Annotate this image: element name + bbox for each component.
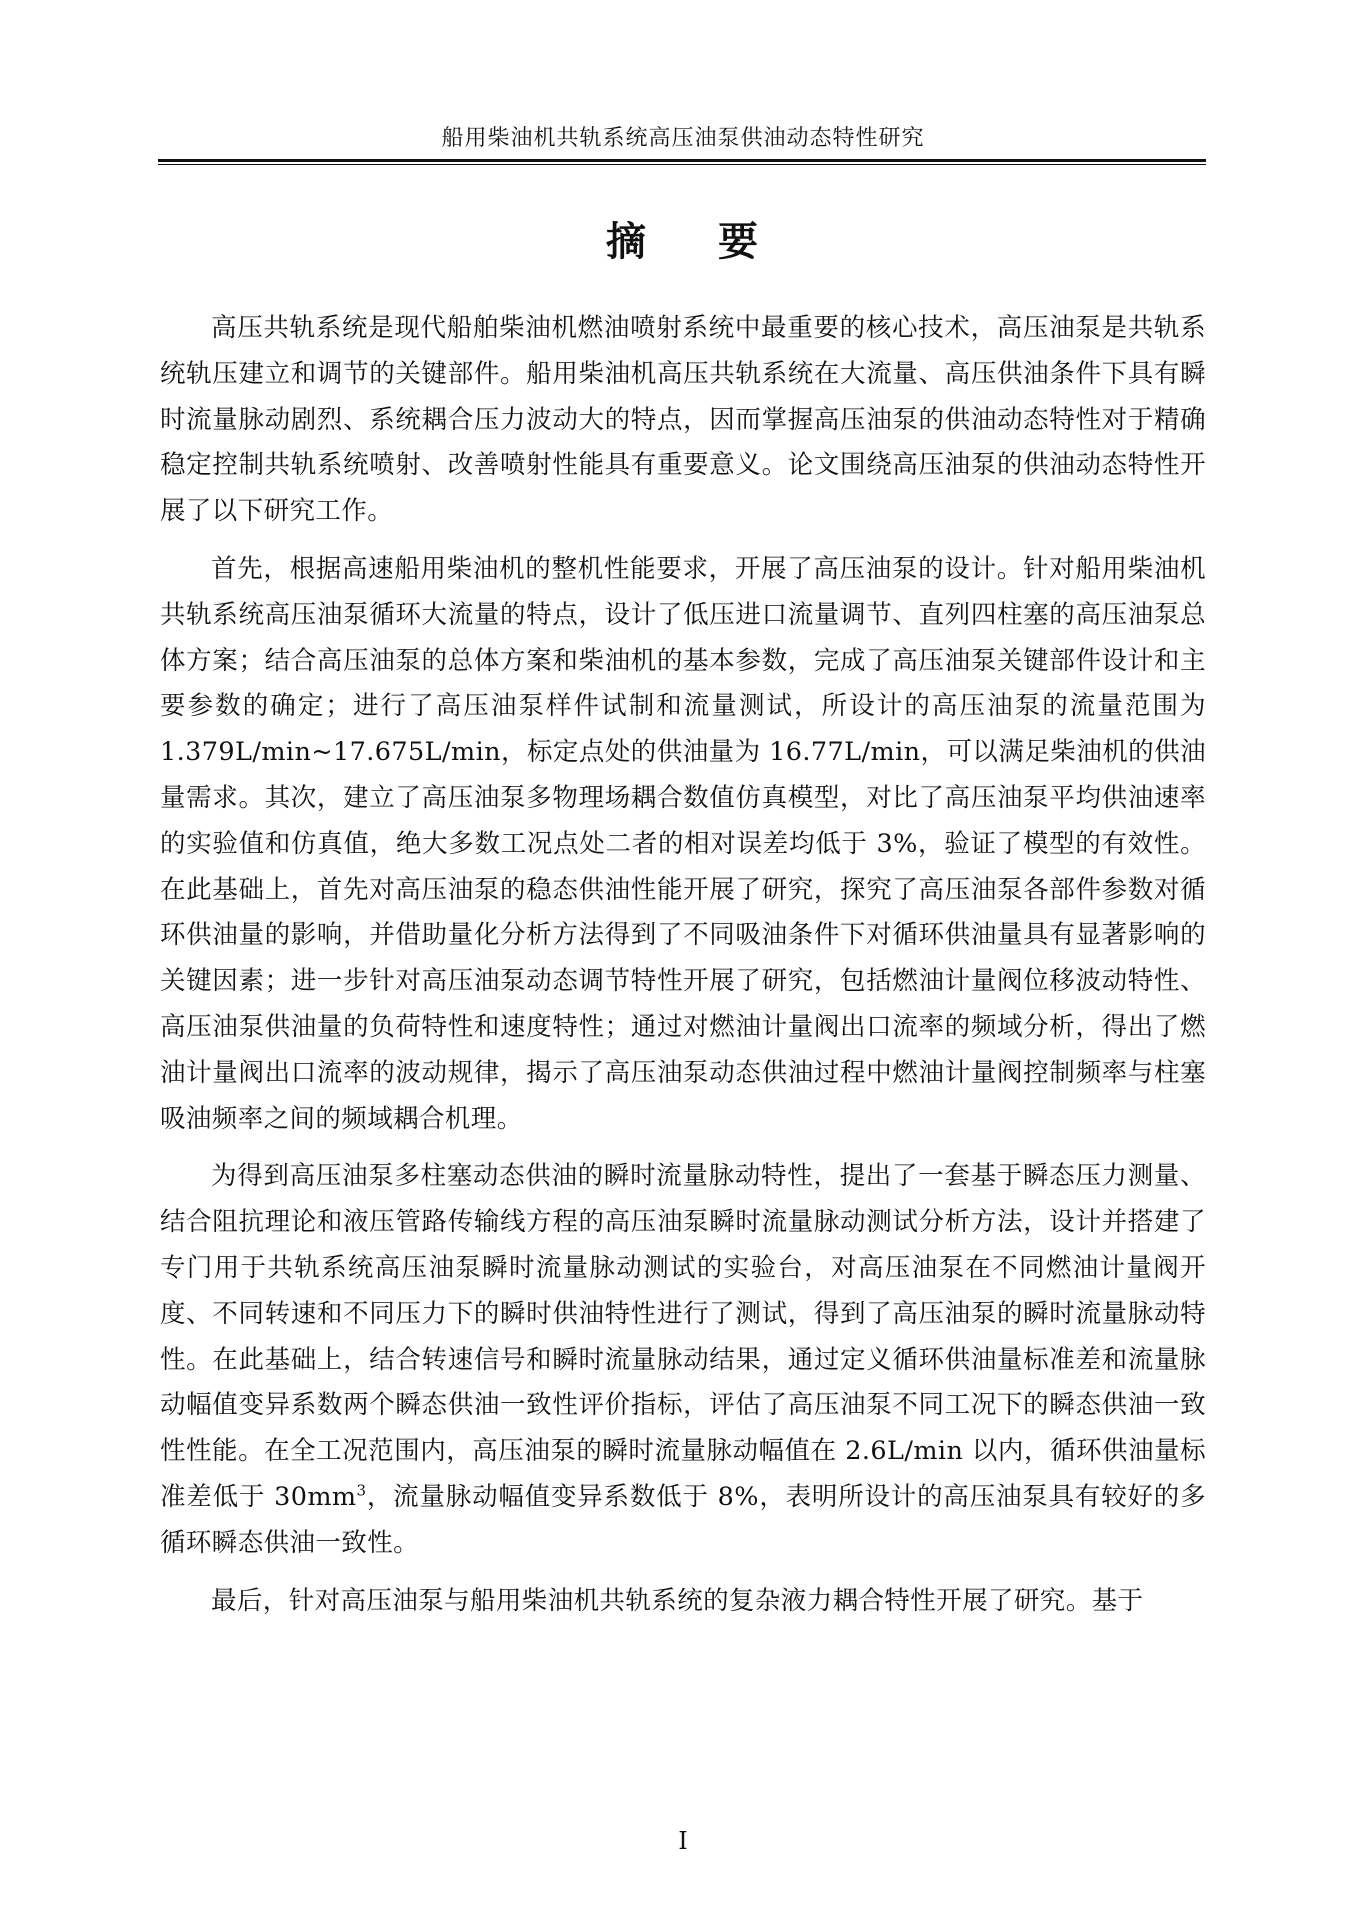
- superscript-3: 3: [356, 1481, 367, 1500]
- header-rule-thick: [158, 159, 1206, 162]
- abstract-body: [160, 306, 1206, 1636]
- header-rule-thin: [158, 164, 1206, 165]
- page-number: I: [678, 1827, 688, 1855]
- abstract-title-char-1: 摘: [606, 218, 648, 265]
- abstract-paragraph-1: 高压共轨系统是现代船舶柴油机燃油喷射系统中最重要的核心技术，高压油泵是共轨系统轨压建立和调节的关键部件。船用柴油机高压共轨系统在大流量、高压供油条件下具有瞬时流量脉动剧烈、系统耦合压力波动大的特点，因而掌握高压油泵的供油动态特性对于精确稳定控制共轨系统喷射、改善喷射性能具有重要意义。论文围绕高压油泵的供油动态特性开展了以下研究工作。: [160, 313, 1206, 527]
- abstract-title-char-2: 要: [718, 218, 760, 265]
- running-header-title: 船用柴油机共轨系统高压油泵供油动态特性研究: [441, 126, 925, 151]
- abstract-paragraph-3: [160, 1154, 1206, 1566]
- paragraph-3-text-b: ，流量脉动幅值变异系数低于 8%，表明所设计的高压油泵具有较好的多循环瞬态供油一致性。: [160, 1481, 1207, 1558]
- abstract-title: [160, 214, 1206, 270]
- paragraph-3-text-a: 为得到高压油泵多柱塞动态供油的瞬时流量脉动特性，提出了一套基于瞬态压力测量、结合阻抗理论和液压管路传输线方程的高压油泵瞬时流量脉动测试分析方法，设计并搭建了专门用于共轨系统高压油泵瞬时流量脉动测试的实验台，对高压油泵在不同燃油计量阀开度、不同转速和不同压力下的瞬时供油特性进行了测试，得到了高压油泵的瞬时流量脉动特性。在此基础上，结合转速信号和瞬时流量脉动结果，通过定义循环供油量标准差和流量脉动幅值变异系数两个瞬态供油一致性评价指标，评估了高压油泵不同工况下的瞬态供油一致性性能。在全工况范围内，高压油泵的瞬时流量脉动幅值在 2.6L/min 以内，循环供油量标准差低于 30mm: [160, 1161, 1206, 1512]
- abstract-paragraph-2: 首先，根据高速船用柴油机的整机性能要求，开展了高压油泵的设计。针对船用柴油机共轨系统高压油泵循环大流量的特点，设计了低压进口流量调节、直列四柱塞的高压油泵总体方案；结合高压油泵的总体方案和柴油机的基本参数，完成了高压油泵关键部件设计和主要参数的确定；进行了高压油泵样件试制和流量测试，所设计的高压油泵的流量范围为 1.379L/min~17.675L/min，标定点处的供油量为 16.77L/min，可以满足柴油机的供油量需求。其次，建立了高压油泵多物理场耦合数值仿真模型，对比了高压油泵平均供油速率的实验值和仿真值，绝大多数工况点处二者的相对误差均低于 3%，验证了模型的有效性。在此基础上，首先对高压油泵的稳态供油性能开展了研究，探究了高压油泵各部件参数对循环供油量的影响，并借助量化分析方法得到了不同吸油条件下对循环供油量具有显著影响的关键因素；进一步针对高压油泵动态调节特性开展了研究，包括燃油计量阀位移波动特性、高压油泵供油量的负荷特性和速度特性；通过对燃油计量阀出口流率的频域分析，得出了燃油计量阀出口流率的波动规律，揭示了高压油泵动态供油过程中燃油计量阀控制频率与柱塞吸油频率之间的频域耦合机理。: [160, 553, 1206, 1134]
- abstract-paragraph-4: 最后，针对高压油泵与船用柴油机共轨系统的复杂液力耦合特性开展了研究。基于: [211, 1585, 1144, 1616]
